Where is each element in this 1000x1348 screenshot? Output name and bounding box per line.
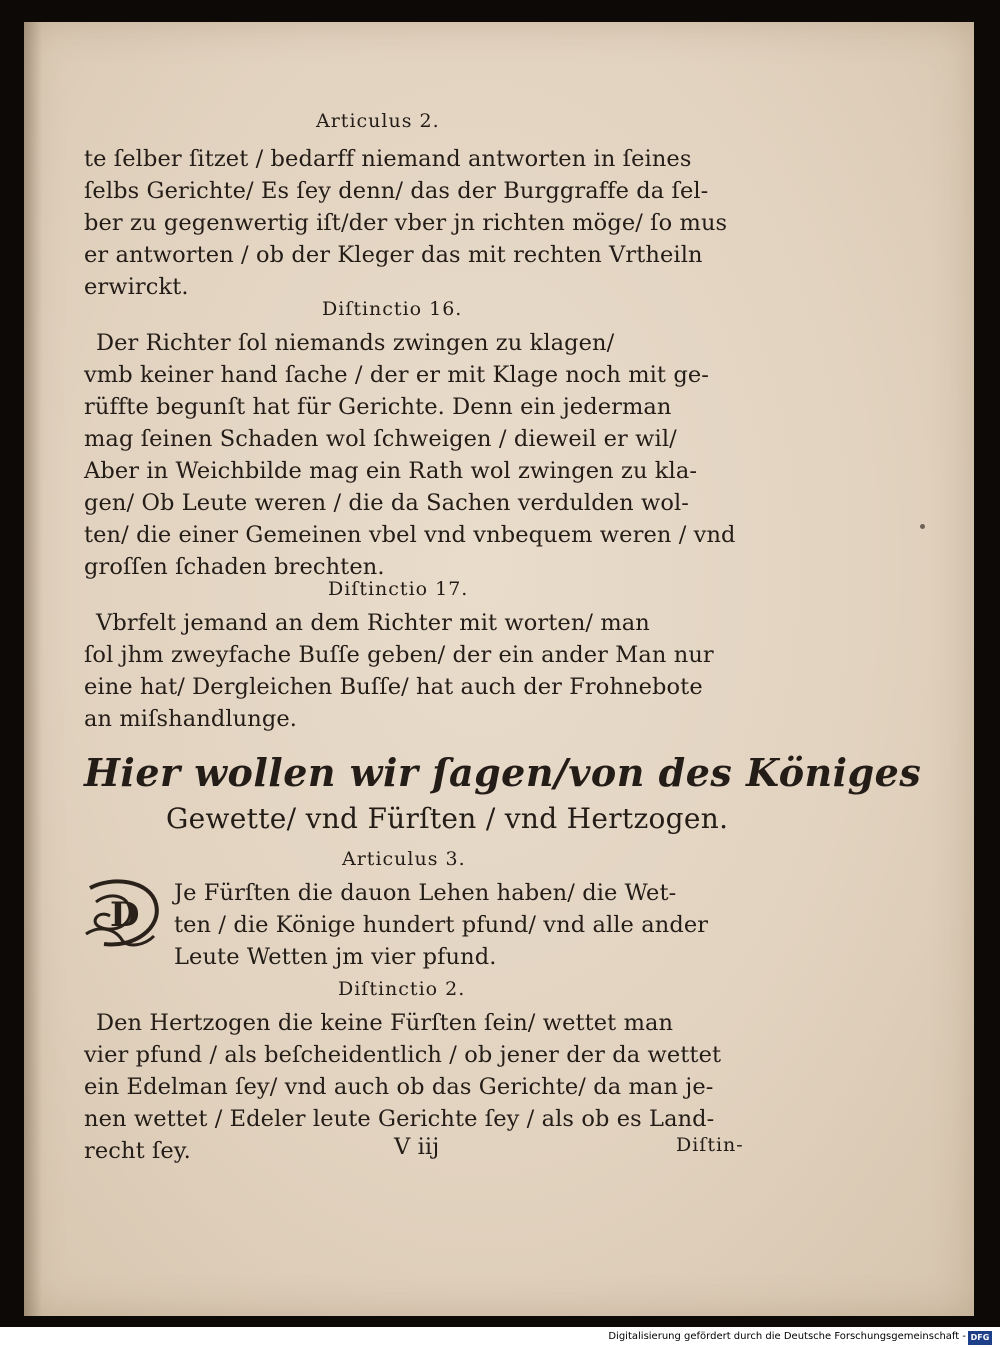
text-line: ten/ die einer Gemeinen vbel vnd vnbequem weren / vnd	[84, 522, 736, 548]
text-line: mag ſeinen Schaden wol ſchweigen / dieweil er wil/	[84, 426, 677, 452]
chapter-title: Hier wollen wir ſagen/von des Königes	[84, 750, 922, 795]
text-line: ein Edelman ſey/ vnd auch ob das Gerichte/ da man je-	[84, 1074, 714, 1100]
chapter-subtitle: Gewette/ vnd Fürſten / vnd Hertzogen.	[166, 802, 729, 835]
text-line: vier pfund / als beſcheidentlich / ob jener der da wettet	[84, 1042, 722, 1068]
text-line: rüffte begunſt hat für Gerichte. Denn ein jederman	[84, 394, 672, 420]
text-line: ber zu gegenwertig iſt/der vber jn richten möge/ ſo mus	[84, 210, 728, 236]
gutter-shadow	[24, 22, 42, 1316]
text-line: gen/ Ob Leute weren / die da Sachen verdulden wol-	[84, 490, 689, 516]
text-line: vmb keiner hand ſache / der er mit Klage noch mit ge-	[84, 362, 709, 388]
text-line: ſelbs Gerichte/ Es ſey denn/ das der Burggraffe da ſel-	[84, 178, 709, 204]
initial-letter: D	[110, 895, 140, 935]
text-line: er antworten / ob der Kleger das mit rechten Vrtheiln	[84, 242, 703, 268]
text-line: te ſelber ſitzet / bedarff niemand antworten in ſeines	[84, 146, 692, 172]
text-line: Der Richter ſol niemands zwingen zu klagen/	[96, 330, 615, 356]
text-line: Aber in Weichbilde mag ein Rath wol zwingen zu kla-	[84, 458, 698, 484]
book-page	[24, 22, 974, 1316]
decorated-initial	[82, 874, 164, 952]
signature-mark: V iij	[394, 1134, 440, 1160]
dfg-logo[interactable]: DFG	[968, 1331, 992, 1345]
text-line: recht ſey.	[84, 1138, 191, 1164]
text-line: Je Fürſten die dauon Lehen haben/ die Wet-	[174, 880, 677, 906]
section-heading: Diſtinctio 17.	[328, 578, 469, 600]
text-line: Vbrfelt jemand an dem Richter mit worten/ man	[96, 610, 650, 636]
section-heading: Diſtinctio 16.	[322, 298, 463, 320]
running-head: Articulus 2.	[316, 110, 440, 132]
text-line: ten / die Könige hundert pfund/ vnd alle ander	[174, 912, 709, 938]
text-line: erwirckt.	[84, 274, 189, 300]
text-line: groſſen ſchaden brechten.	[84, 554, 385, 580]
paper-speck	[920, 524, 925, 529]
section-heading: Articulus 3.	[342, 848, 466, 870]
text-line: ſol jhm zweyfache Buſſe geben/ der ein ander Man nur	[84, 642, 714, 668]
section-heading: Diſtinctio 2.	[338, 978, 466, 1000]
initial-ornament-icon	[82, 874, 164, 952]
text-line: Leute Wetten jm vier pfund.	[174, 944, 497, 970]
funding-note: Digitalisierung gefördert durch die Deutsche Forschungsgemeinschaft -	[608, 1331, 966, 1342]
text-line: an miſshandlunge.	[84, 706, 298, 732]
text-line: eine hat/ Dergleichen Buſſe/ hat auch der Frohnebote	[84, 674, 703, 700]
catchword: Diſtin-	[676, 1134, 744, 1156]
text-line: nen wettet / Edeler leute Gerichte ſey / als ob es Land-	[84, 1106, 715, 1132]
text-line: Den Hertzogen die keine Fürſten ſein/ wettet man	[96, 1010, 674, 1036]
